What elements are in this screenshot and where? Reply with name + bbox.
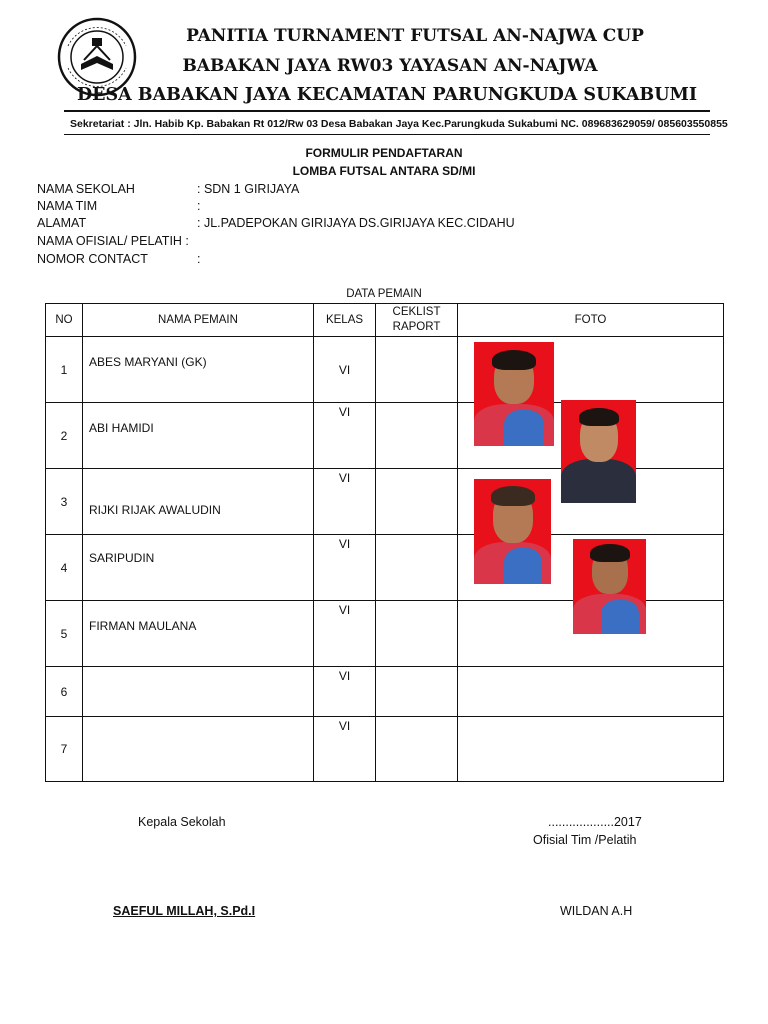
player-name: ABES MARYANI (GK) [89, 355, 207, 369]
table-title: DATA PEMAIN [346, 288, 422, 300]
signature-left-name: SAEFUL MILLAH, S.Pd.I [113, 904, 256, 918]
class-value: VI [338, 405, 351, 419]
row-nama [83, 337, 314, 403]
header-no: NO [46, 304, 83, 337]
player-photo-4 [573, 539, 646, 634]
row-no: 5 [46, 601, 83, 667]
row-ceklist[interactable] [376, 601, 458, 667]
header-ceklist: CEKLIST RAPORT [376, 304, 458, 337]
header-kelas: KELAS [314, 304, 376, 337]
table-header-row [46, 304, 724, 337]
table-row [46, 667, 724, 717]
row-nama [83, 403, 314, 469]
row-nama [83, 469, 314, 535]
player-name: RIJKI RIJAK AWALUDIN [89, 503, 221, 517]
signature-right-name: WILDAN A.H [560, 904, 633, 918]
row-kelas [314, 469, 376, 535]
row-ceklist[interactable] [376, 337, 458, 403]
player-name: FIRMAN MAULANA [89, 619, 197, 633]
row-kelas [314, 601, 376, 667]
player-photo-2 [561, 400, 636, 503]
field-label: ALAMAT [37, 216, 87, 230]
photo-shirt [561, 459, 636, 503]
class-value: VI [338, 719, 351, 733]
field-label: NAMA OFISIAL/ PELATIH : [37, 234, 189, 248]
row-ceklist[interactable] [376, 535, 458, 601]
player-photo-1 [474, 342, 554, 446]
field-nomor-contact [37, 252, 200, 266]
class-value: VI [338, 363, 351, 377]
class-value: VI [338, 471, 351, 485]
field-value: : JL.PADEPOKAN GIRIJAYA DS.GIRIJAYA KEC.CIDAHU [197, 216, 515, 230]
table-row [46, 337, 724, 403]
header-nama: NAMA PEMAIN [83, 304, 314, 337]
photo-hair [590, 544, 630, 562]
field-nama-tim [37, 199, 200, 213]
row-no: 1 [46, 337, 83, 403]
row-ceklist[interactable] [376, 403, 458, 469]
photo-shirt-panel [504, 548, 542, 584]
row-kelas [314, 667, 376, 717]
row-ceklist[interactable] [376, 469, 458, 535]
class-value: VI [338, 603, 351, 617]
field-label: NAMA SEKOLAH [37, 182, 135, 196]
field-alamat [37, 216, 515, 230]
row-ceklist[interactable] [376, 717, 458, 782]
field-nama-ofisial [37, 234, 189, 248]
signature-date: ...................2017 [548, 815, 642, 829]
photo-shirt-panel [504, 410, 544, 446]
field-value: : SDN 1 GIRIJAYA [197, 182, 300, 196]
photo-hair [579, 408, 619, 426]
table-row [46, 717, 724, 782]
row-no: 6 [46, 667, 83, 717]
letterhead-address: Sekretariat : Jln. Habib Kp. Babakan Rt 012/Rw 03 Desa Babakan Jaya Kec.Parungkuda Sukabumi NC. 089683629059/ 085603550855 [70, 118, 728, 130]
row-no: 4 [46, 535, 83, 601]
row-no: 7 [46, 717, 83, 782]
player-photo-3 [474, 479, 551, 584]
player-name: ABI HAMIDI [89, 421, 154, 435]
field-label: NOMOR CONTACT [37, 252, 148, 266]
form-subtitle: LOMBA FUTSAL ANTARA SD/MI [292, 164, 476, 178]
signature-right-title: Ofisial Tim /Pelatih [533, 833, 637, 847]
row-foto [458, 717, 724, 782]
field-nama-sekolah [37, 182, 299, 196]
class-value: VI [338, 537, 351, 551]
photo-hair [491, 486, 535, 506]
row-ceklist[interactable] [376, 667, 458, 717]
letterhead-line-2: BABAKAN JAYA RW03 YAYASAN AN-NAJWA [182, 56, 598, 76]
row-kelas [314, 535, 376, 601]
letterhead-line-3: DESA BABAKAN JAYA KECAMATAN PARUNGKUDA SUKABUMI [76, 85, 698, 105]
photo-hair [492, 350, 536, 370]
class-value: VI [338, 669, 351, 683]
field-label: NAMA TIM [37, 199, 98, 213]
letterhead-rule [64, 110, 710, 112]
player-name: SARIPUDIN [89, 551, 155, 565]
row-nama [83, 717, 314, 782]
photo-shirt-panel [601, 600, 639, 634]
row-no: 3 [46, 469, 83, 535]
letterhead-rule-bottom [64, 134, 710, 135]
row-kelas [314, 403, 376, 469]
letterhead-line-1: PANITIA TURNAMENT FUTSAL AN-NAJWA CUP [186, 26, 644, 46]
row-nama [83, 535, 314, 601]
row-kelas [314, 337, 376, 403]
row-no: 2 [46, 403, 83, 469]
row-nama [83, 667, 314, 717]
form-title: FORMULIR PENDAFTARAN [305, 146, 463, 160]
row-nama [83, 601, 314, 667]
signature-left-title: Kepala Sekolah [138, 815, 226, 829]
row-foto [458, 667, 724, 717]
field-value: : [197, 252, 201, 266]
field-value: : [197, 199, 201, 213]
row-kelas [314, 717, 376, 782]
header-foto: FOTO [458, 304, 724, 337]
